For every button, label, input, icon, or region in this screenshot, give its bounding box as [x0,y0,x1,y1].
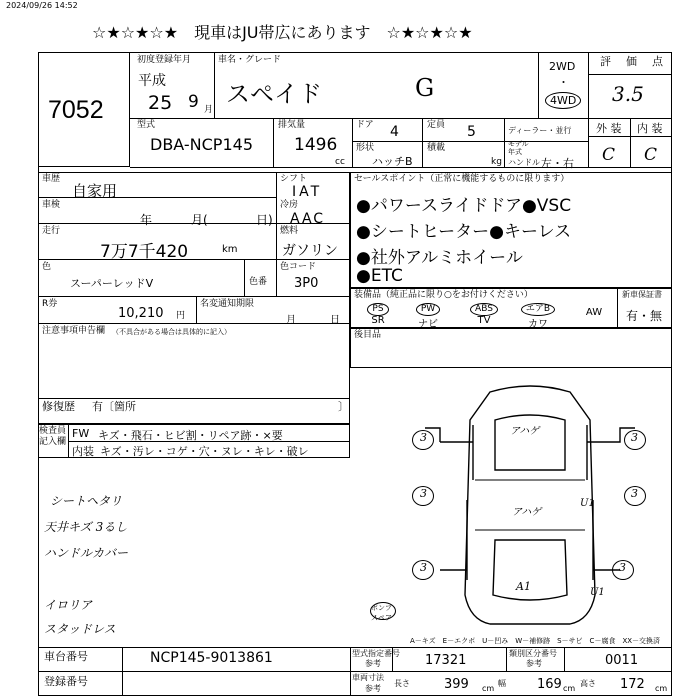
shift-value: IAT [292,184,323,200]
handle-label: ハンドル [508,158,540,167]
reg-number-label: 登録番号 [44,675,88,688]
car-name-label: 車名・グレード [218,55,282,65]
timestamp: 2024/09/26 14:52 [6,1,78,10]
chassis-label: 車台番号 [44,650,88,663]
displacement-value: 1496 [294,135,338,155]
first-reg-label: 初度登録年月 [137,55,192,65]
rear-label: 後目品 [354,330,382,340]
fuel-label: 燃料 [280,226,299,236]
color-number-label: 色番 [249,277,268,287]
interior-label: 内 装 [637,122,663,135]
model-label: 型式 [137,120,156,130]
inspector-label: 検査員 記入欄 [39,426,67,447]
recycle-value: 10,210 [118,306,164,321]
exterior-grade: C [602,145,616,165]
type-designation-sub: 参考 [365,659,381,668]
width-value: 169 [537,677,562,692]
equip-aw: AW [585,307,603,318]
shape-label: 形状 [356,143,375,153]
note-4: イロリア [44,598,93,612]
repair-value: 有〔箇所 [92,400,136,413]
shift-label: シフト [280,174,308,184]
capacity-value: 5 [467,124,476,140]
equipment-label: 装備品（純正品に限り○をお付けください） [354,290,533,300]
drive-dot: ・ [558,76,569,89]
capacity-label: 定員 [427,120,446,130]
height-value: 172 [620,677,645,692]
mark-1: 3 [420,431,427,444]
mark-6: 3 [631,487,638,500]
model-year-label: モデル 年式 [508,140,529,156]
category-value: 0011 [605,653,639,668]
model-value: DBA-NCP145 [150,135,253,154]
color-label: 色 [42,262,52,272]
sales-point-2: ●シートヒーター●キーレス [356,222,572,242]
equip-sr: SR [371,315,385,326]
car-name: スペイド [226,80,322,108]
doors-value: 4 [390,124,399,140]
notes-sub: （不具合がある場合は具体的に記入） [112,328,231,336]
sales-point-4: ●ETC [356,266,403,286]
length-value: 399 [444,677,469,692]
sales-point-1: ●パワースライドドア●VSC [356,196,572,216]
mark-9: U1 [580,498,595,509]
length-unit: cm [482,684,495,693]
displacement-label: 排気量 [278,120,306,130]
car-grade: G [415,74,435,102]
height-unit: cm [655,684,668,693]
load-unit: kg [491,157,502,167]
equip-airbag: エアB [521,303,555,316]
rating-score: 3.5 [612,82,644,106]
equip-ps: PS [367,303,388,316]
color-code: 3P0 [294,276,319,291]
width-label: 幅 [498,679,506,688]
dealer-label: ディーラー・並行 [508,126,572,135]
mark-2: 3 [631,431,638,444]
inspection-day: 日) [256,213,273,227]
drive-4wd: 4WD [545,92,581,109]
type-designation-value: 17321 [425,653,467,668]
history-label: 車歴 [42,174,61,184]
category-label: 類別区分番号 [509,649,557,658]
era: 平成 [138,73,166,89]
shape-value: ハッチB [372,155,413,168]
sales-point-label: セールスポイント（正常に機能するものに限ります） [354,174,570,184]
drive-2wd: 2WD [549,60,576,73]
registration-type-label: 新車保証書 [622,290,662,299]
ac-value: AAC [290,211,326,227]
rear-box [350,328,672,368]
int-label: 内装 [72,445,94,458]
interior-grade: C [644,145,658,165]
inspection-year: 年 [140,213,153,227]
rating-label: 評 価 点 [600,55,665,68]
month-unit: 月 [204,105,214,115]
height-label: 高さ [580,679,596,688]
type-designation-label: 型式指定番号 [352,649,400,658]
damage-legend: A－キズ E－エクボ U－凹み W－補修跡 S－サビ C－腐食 XX－交換済 [410,637,661,645]
notes-label: 注意事項申告欄 [42,326,106,336]
registration-type-value: 有・無 [626,309,663,323]
color-value: スーパーレッドV [70,277,154,290]
sales-point-3: ●社外アルミホイール [356,248,523,268]
mark-10: A1 [516,580,531,593]
mark-7: アハゲ [510,426,540,437]
mark-8: アハゲ [512,507,542,518]
dimensions-label: 車両寸法 [352,673,384,682]
exterior-label: 外 装 [596,122,622,135]
name-change-label: 名変通知期限 [200,299,255,309]
int-items: キズ・汚レ・コゲ・穴・ヌレ・キレ・破レ [100,445,309,458]
reg-month: 9 [188,92,199,112]
displacement-unit: cc [335,157,345,167]
chassis-value: NCP145-9013861 [150,650,273,666]
spare-tire: ボンプ スペア [371,604,392,622]
recycle-unit: 円 [176,311,186,321]
lot-number: 7052 [48,96,104,124]
equip-pw: PW [416,303,440,316]
note-5: スタッドレス [44,622,116,636]
mark-3: 3 [420,487,427,500]
handle-value: 左・右 [541,157,574,170]
fw-items: キズ・飛石・ヒビ割・リペア跡・×要 [98,429,283,442]
repair-label: 修復歴 [42,400,75,413]
load-label: 積載 [427,143,446,153]
banner: ☆★☆★☆★ 現車はJU帯広にあります ☆★☆★☆★ [92,23,473,42]
mark-5: 3 [619,561,626,574]
ac-label: 冷房 [280,200,299,210]
inspection-month: 月( [191,213,208,227]
mileage-value: 7万7千420 [100,242,189,262]
note-1: シートヘタリ [50,494,123,508]
mileage-unit: km [222,244,238,255]
width-unit: cm [563,684,576,693]
doors-label: ドア [356,120,374,130]
mark-11: U1 [590,587,605,598]
history-value: 自家用 [72,182,118,200]
length-label: 長さ [394,679,410,688]
color-code-label: 色コード [280,262,317,272]
equip-abs: ABS [470,303,498,316]
recycle-label: R券 [42,299,58,309]
equip-navi: ナビ [418,319,438,330]
mark-4: 3 [420,561,427,574]
equip-leather: カワ [528,319,548,330]
left-info-box [38,172,350,424]
note-2: 天井キズ 3るし [44,520,128,534]
reg-year: 25 [148,92,173,114]
dimensions-sub: 参考 [365,684,381,693]
equip-tv: TV [477,315,491,326]
category-sub: 参考 [526,659,542,668]
mileage-label: 走行 [42,226,61,236]
fw-label: FW [72,427,90,440]
name-change-day: 日 [330,315,340,326]
inspection-label: 車検 [42,200,61,210]
fuel-value: ガソリン [282,243,338,259]
name-change-month: 月 [286,315,296,326]
note-3: ハンドルカバー [44,546,129,560]
